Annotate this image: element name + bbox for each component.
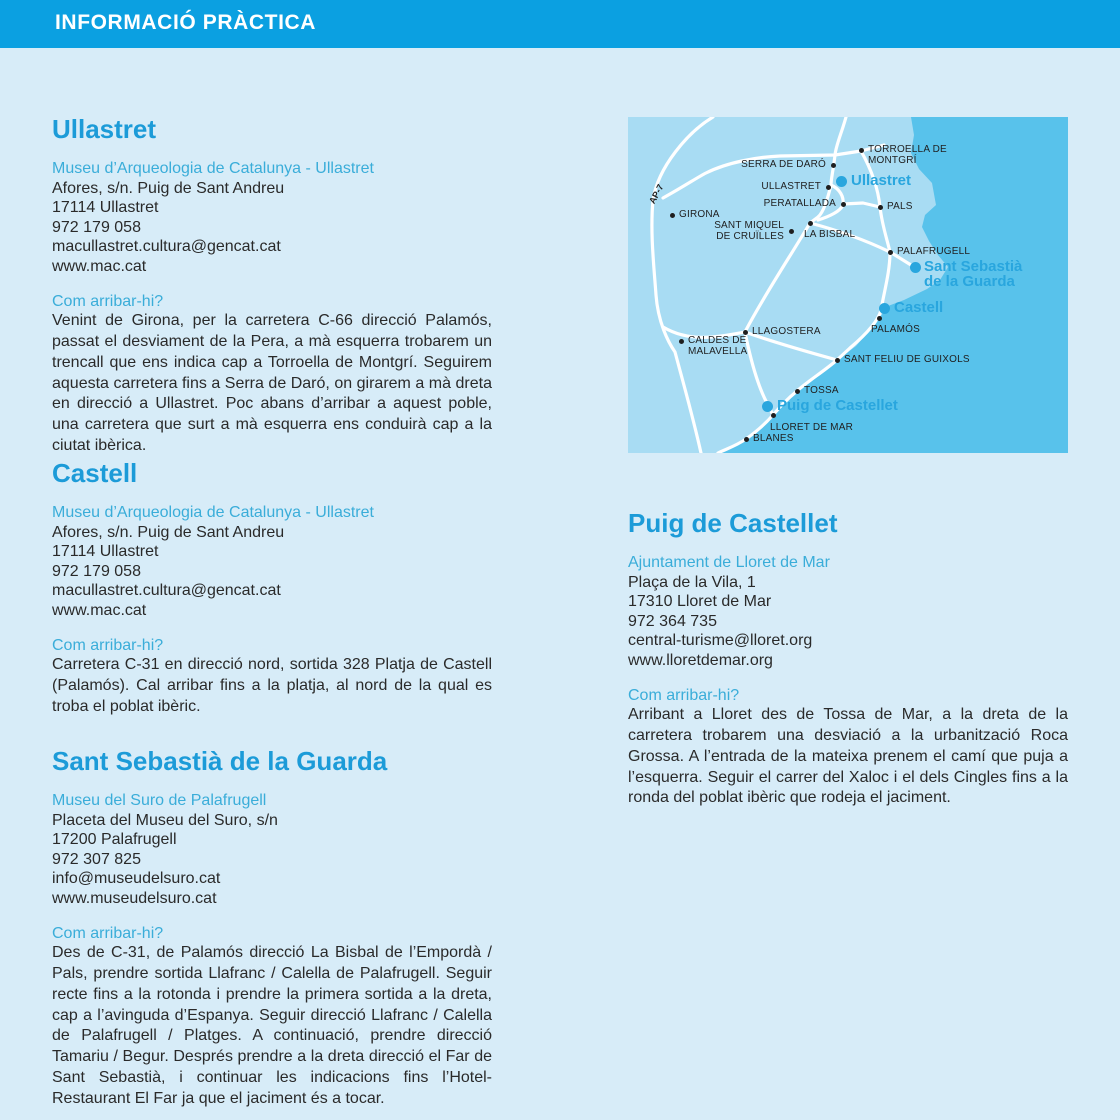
contact-block	[52, 503, 492, 621]
phone-number: 972 307 825	[52, 850, 141, 868]
phone-number: 972 364 735	[628, 612, 717, 630]
site-dot	[879, 303, 890, 314]
section-ullastret	[52, 115, 492, 457]
section-puig-de-castellet	[628, 509, 1068, 809]
email-address: macullastret.cultura@gencat.cat	[52, 582, 281, 600]
town-dot	[795, 389, 800, 394]
town-dot	[789, 229, 794, 234]
town-dot	[835, 358, 840, 363]
town-label: SANT FELIU DE GUIXOLS	[844, 354, 970, 365]
how-to-get-there-label: Com arribar-hi?	[52, 636, 164, 654]
town-dot	[771, 413, 776, 418]
town-label: PALAMÓS	[871, 324, 921, 335]
map-overlay	[628, 117, 1068, 453]
town-dot	[743, 330, 748, 335]
website-url: www.mac.cat	[52, 601, 147, 619]
org-name: Museu del Suro de Palafrugell	[52, 792, 267, 809]
town-label: TORROELLA DE MONTGRÍ	[868, 144, 947, 166]
phone-number: 972 179 058	[52, 218, 141, 236]
how-to-get-there-text: Carretera C-31 en direcció nord, sortida 328 Platja de Castell (Palamós). Cal arribar fins a la platja, al nord de la qual es troba el poblat ibèric.	[52, 656, 492, 715]
page-title: INFORMACIÓ PRÀCTICA	[55, 11, 317, 34]
section-title: Puig de Castellet	[628, 508, 838, 538]
site-label: Castell	[894, 299, 944, 316]
town-label: PALS	[887, 201, 913, 212]
site-label: Sant Sebastià de la Guarda	[924, 258, 1023, 290]
address-line: 17310 Lloret de Mar	[628, 593, 772, 611]
page-header	[0, 0, 1120, 48]
website-url: www.mac.cat	[52, 257, 147, 275]
town-dot	[826, 185, 831, 190]
address-line: 17114 Ullastret	[52, 543, 159, 561]
location-map	[628, 117, 1068, 453]
website-url: www.museudelsuro.cat	[52, 889, 217, 907]
org-name: Museu d’Arqueologia de Catalunya - Ullastret	[52, 160, 374, 177]
address-line: Afores, s/n. Puig de Sant Andreu	[52, 179, 285, 197]
website-url: www.lloretdemar.org	[628, 651, 773, 669]
phone-number: 972 179 058	[52, 562, 141, 580]
town-label: ULLASTRET	[761, 181, 821, 192]
town-label: BLANES	[753, 433, 794, 444]
section-title: Ullastret	[52, 114, 157, 144]
site-dot	[910, 262, 921, 273]
town-label: LLAGOSTERA	[752, 326, 821, 337]
town-dot	[670, 213, 675, 218]
town-label: GIRONA	[679, 209, 720, 220]
how-to-get-there-text: Venint de Girona, per la carretera C-66 direcció Palamós, passat el desviament de la Pera, a mà esquerra trobarem un trencall que ens indica cap a Torroella de Montgrí. Seguirem aquesta carretera fins a Serra de Daró, on girarem a mà dreta en direcció a Ullastret. Poc abans d’arribar a aquest poble, una carretera que surt a mà esquerra ens conduirà cap a la ciutat ibèrica.	[52, 312, 492, 454]
town-dot	[744, 437, 749, 442]
address-line: Afores, s/n. Puig de Sant Andreu	[52, 523, 285, 541]
how-to-get-there-label: Com arribar-hi?	[52, 924, 164, 942]
org-name: Museu d’Arqueologia de Catalunya - Ullastret	[52, 504, 374, 521]
address-line: 17200 Palafrugell	[52, 831, 177, 849]
town-dot	[841, 202, 846, 207]
site-label: Puig de Castellet	[777, 397, 898, 414]
contact-block	[628, 553, 1068, 671]
section-castell	[52, 459, 492, 718]
contact-block	[52, 159, 492, 277]
org-name: Ajuntament de Lloret de Mar	[628, 554, 830, 571]
site-label: Ullastret	[851, 172, 912, 189]
address-line: Placeta del Museu del Suro, s/n	[52, 811, 278, 829]
email-address: central-turisme@lloret.org	[628, 632, 813, 650]
town-label: LLORET DE MAR	[770, 422, 853, 433]
section-sant-sebastia	[52, 747, 492, 1110]
town-label: PALAFRUGELL	[897, 246, 971, 257]
town-dot	[888, 250, 893, 255]
town-label: LA BISBAL	[804, 229, 856, 240]
section-title: Castell	[52, 458, 138, 488]
town-label: SANT MIQUEL DE CRUÏLLES	[714, 220, 784, 242]
contact-block	[52, 791, 492, 909]
how-to-get-there-label: Com arribar-hi?	[52, 292, 164, 310]
how-to-get-there-label: Com arribar-hi?	[628, 686, 740, 704]
highway-label: AP-7	[647, 182, 666, 206]
email-address: macullastret.cultura@gencat.cat	[52, 238, 281, 256]
town-label: CALDES DE MALAVELLA	[688, 335, 748, 357]
town-dot	[831, 163, 836, 168]
site-dot	[762, 401, 773, 412]
section-title: Sant Sebastià de la Guarda	[52, 746, 388, 776]
town-dot	[679, 339, 684, 344]
site-dot	[836, 176, 847, 187]
town-dot	[859, 148, 864, 153]
how-to-get-there-text: Arribant a Lloret des de Tossa de Mar, a la dreta de la carretera trobarem una desviació a la urbanització Roca Grossa. A l’entrada de la mateixa prenem el camí que puja a l’esquerra. Seguir el carrer del Xaloc i el dels Cingles fins a la ronda del poblat ibèric que rodeja el jaciment.	[628, 706, 1068, 807]
town-label: SERRA DE DARÓ	[741, 159, 826, 170]
town-label: PERATALLADA	[763, 198, 836, 209]
town-dot	[878, 205, 883, 210]
email-address: info@museudelsuro.cat	[52, 870, 221, 888]
town-dot	[808, 221, 813, 226]
town-dot	[877, 316, 882, 321]
address-line: 17114 Ullastret	[52, 199, 159, 217]
town-label: TOSSA	[804, 385, 839, 396]
address-line: Plaça de la Vila, 1	[628, 573, 756, 591]
how-to-get-there-text: Des de C-31, de Palamós direcció La Bisbal de l’Empordà / Pals, prendre sortida Llafranc / Calella de Palafrugell. Seguir recte fins a la rotonda i prendre la primera sortida a la dreta, cap a l’avinguda d’Espanya. Seguir direcció Llafranc / Calella de Palafrugell / Platges. A continuació, prendre direcció Tamariu / Begur. Després prendre a la dreta direcció el Far de Sant Sebastià, i continuar les indicacions fins l’Hotel-Restaurant El Far ja que el jaciment és a tocar.	[52, 944, 492, 1107]
